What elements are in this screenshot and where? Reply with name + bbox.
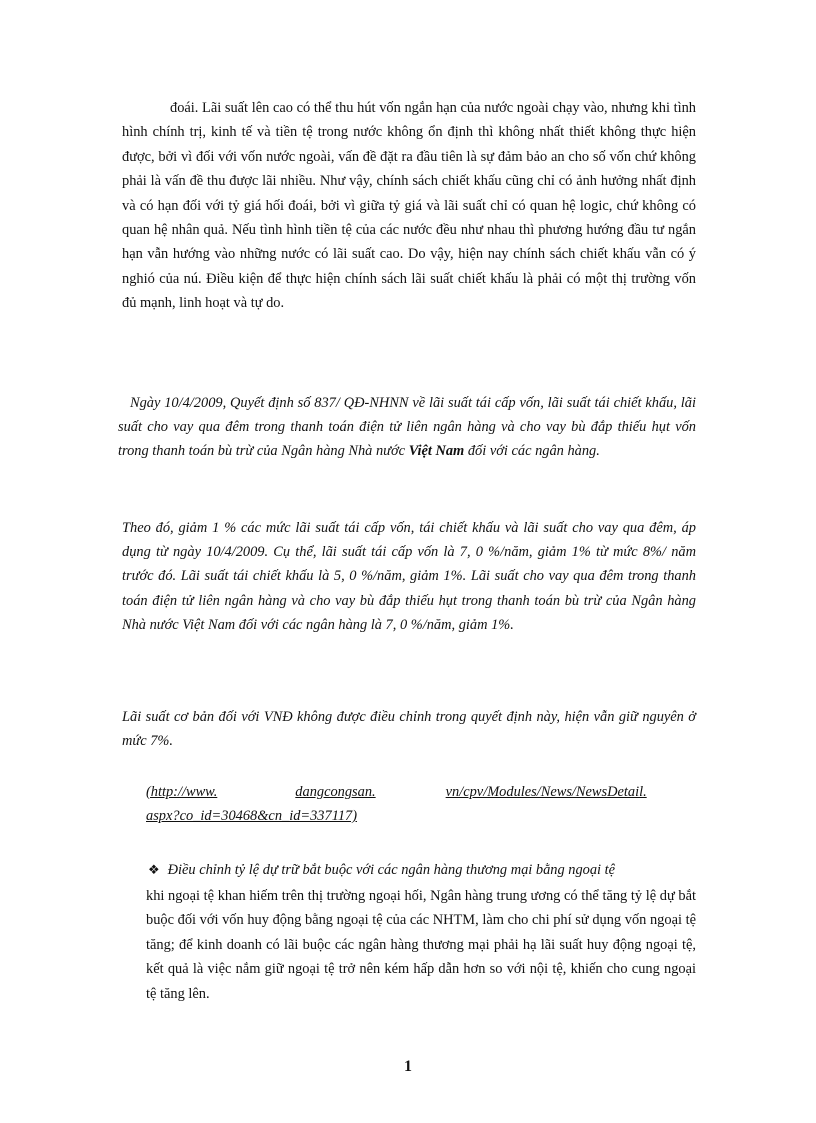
source-link-part-1: (http://www. — [146, 784, 218, 800]
paragraph-exchange-rate-discount: đoái. Lãi suất lên cao có thể thu hút vốn ngắn hạn của nước ngoài chạy vào, nhưng khi tình hình chính trị, kinh tế và tiền tệ trong nước không ổn định thì không nhất thiết không thực hiện được, bởi vì đối với vốn nước ngoài, vấn đề đặt ra đầu tiên là sự đảm bảo an cho số vốn chứ không phải là vấn đề thu được lãi nhiều. Như vậy, chính sách chiết khấu cũng chỉ có ảnh hưởng nhất định và có hạn đối với tỷ giá hối đoái, bởi vì giữa tỷ giá và lãi suất chỉ có quan hệ logic, chứ không có quan hệ nhân quả. Nếu tình hình tiền tệ của các nước đều như nhau thì phương hướng đầu tư ngắn hạn vẫn hướng vào những nước có lãi suất cao. Do vậy, hiện nay chính sách chiết khấu vẫn có ý nghió của nú. Điều kiện để thực hiện chính sách lãi suất chiết khấu là phải có một thị trường vốn đủ mạnh, linh hoạt và tự do. — [122, 100, 696, 312]
paragraph-reserve-requirement: khi ngoại tệ khan hiếm trên thị trường ngoại hối, Ngân hàng trung ương có thể tăng tỷ lệ dự bắt buộc đối với vốn huy động bằng ngoại tệ của các NHTM, làm cho chi phí sử dụng vốn ngoại tệ tăng; để kinh doanh có lãi buộc các ngân hàng thương mại phải hạ lãi suất huy động ngoại tệ, kết quả là việc nắm giữ ngoại tệ trở nên kém hấp dẫn hơn so với nội tệ, khiến cho cung ngoại tệ tăng lên. — [146, 888, 696, 1002]
decision-bold-country: Việt Nam — [408, 443, 465, 460]
source-link-part-4: aspx?co_id=30468&cn_id=337117) — [146, 808, 358, 824]
page-number: 1 — [404, 1058, 412, 1075]
bullet-heading-text: Điều chỉnh tỷ lệ dự trữ bắt buộc với các ngân hàng thương mại bằng ngoại tệ — [167, 862, 616, 878]
decision-text: Ngày 10/4/2009, Quyết định số 837/ QĐ-NHNN về lãi suất tái cấp vốn, lãi suất tái chiết khấu, lãi suất cho vay qua đêm trong thanh toán điện tử liên ngân hàng và cho vay bù đắp thiếu hụt vốn trong thanh toán bù trừ của Ngân hàng Nhà nước — [118, 395, 696, 460]
paragraph-rate-reduction: Theo đó, giảm 1 % các mức lãi suất tái cấp vốn, tái chiết khấu và lãi suất cho vay qua đêm, áp dụng từ ngày 10/4/2009. Cụ thể, lãi suất tái cấp vốn là 7, 0 %/năm, giảm 1% từ mức 8%/ năm trước đó. Lãi suất tái chiết khấu là 5, 0 %/năm, giảm 1%. Lãi suất cho vay qua đêm trong thanh toán điện tử liên ngân hàng và cho vay bù đắp thiếu hụt trong thanh toán bù trừ của Ngân hàng Nhà nước Việt Nam đối với các ngân hàng là 7, 0 %/năm, giảm 1%. — [122, 520, 696, 633]
bullet-heading — [148, 858, 696, 883]
source-link-part-2: dangcongsan. — [295, 784, 376, 800]
source-link-part-3: vn/cpv/Modules/News/NewsDetail. — [445, 784, 647, 800]
decision-text-end: đối với các ngân hàng. — [464, 443, 600, 460]
paragraph-base-rate: Lãi suất cơ bản đối với VNĐ không được điều chỉnh trong quyết định này, hiện vẫn giữ nguyên ở mức 7%. — [122, 709, 696, 750]
paragraph-decision-837 — [118, 391, 696, 464]
source-link[interactable] — [146, 780, 696, 828]
diamond-bullet-icon: ❖ — [148, 863, 160, 878]
